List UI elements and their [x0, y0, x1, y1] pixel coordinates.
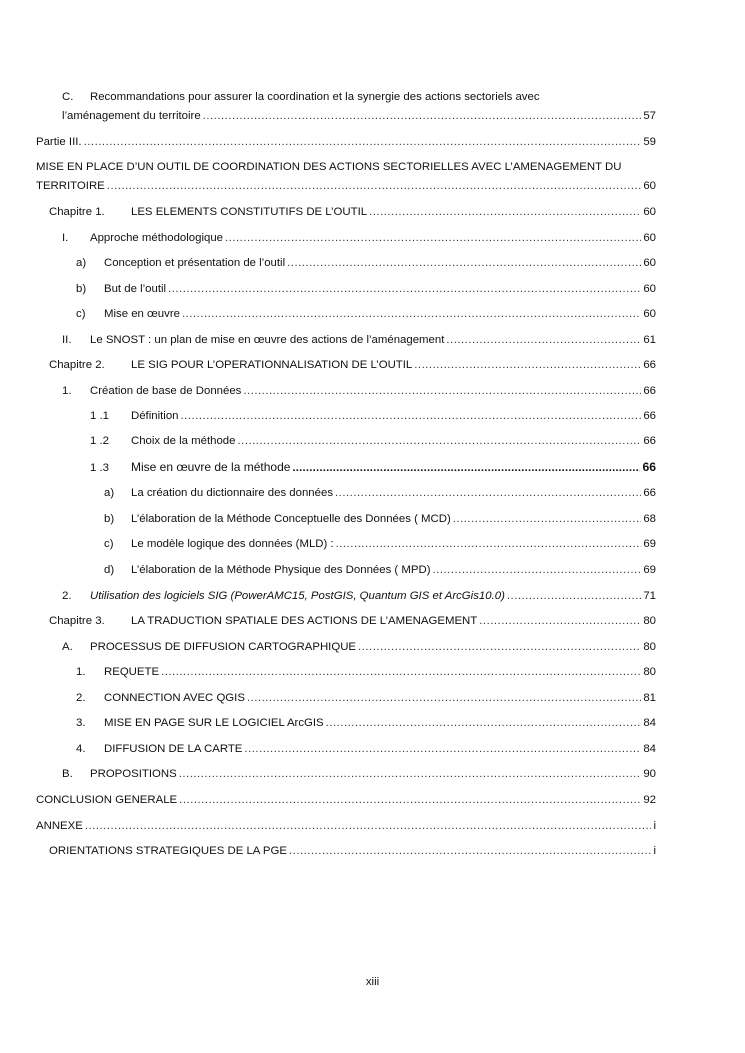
toc-title: l’aménagement du territoire — [62, 110, 201, 122]
toc-title: Mise en œuvre — [104, 308, 180, 320]
toc-entry-mld[interactable] — [104, 536, 656, 552]
toc-page-number: 80 — [643, 615, 656, 627]
toc-entry-approche[interactable] — [62, 230, 656, 246]
dot-leader — [244, 741, 641, 757]
dot-leader — [179, 766, 642, 782]
toc-page-number: 68 — [643, 513, 656, 525]
toc-entry-chapitre-1[interactable] — [49, 204, 656, 220]
toc-page-number: i — [653, 820, 656, 832]
toc-entry-mpd[interactable] — [104, 562, 656, 578]
toc-number: d) — [104, 564, 115, 576]
toc-number: 1. — [62, 385, 72, 397]
toc-title: TERRITOIRE — [36, 180, 105, 192]
toc-number: 1 .1 — [90, 410, 109, 422]
toc-title: Approche méthodologique — [90, 232, 223, 244]
toc-page-number: 66 — [643, 359, 656, 371]
dot-leader — [237, 433, 641, 449]
toc-title: Partie III. — [36, 136, 82, 148]
dot-leader — [479, 613, 641, 629]
toc-page-number: 80 — [643, 641, 656, 653]
toc-number: 2. — [76, 692, 86, 704]
toc-entry-requete[interactable] — [76, 664, 656, 680]
toc-entry-chapitre-2[interactable] — [49, 357, 656, 373]
toc-page-number: 60 — [643, 180, 656, 192]
toc-number: 2. — [62, 590, 72, 602]
toc-number: b) — [104, 513, 115, 525]
dot-leader — [84, 134, 642, 150]
toc-title: DIFFUSION DE LA CARTE — [104, 743, 243, 755]
toc-title: PROCESSUS DE DIFFUSION CARTOGRAPHIQUE — [90, 641, 357, 653]
toc-number: 1. — [76, 666, 86, 678]
toc-page-number: i — [653, 845, 656, 857]
toc-entry-propositions[interactable] — [62, 766, 656, 782]
toc-title: Le modèle logique des données (MLD) : — [131, 538, 334, 550]
toc-title: MISE EN PLACE D’UN OUTIL DE COORDINATION DES ACTIONS SECTORIELLES AVEC L’AMENAGEMENT DU — [36, 161, 622, 173]
toc-title: MISE EN PAGE SUR LE LOGICIEL ArcGIS — [104, 717, 324, 729]
toc-number: Chapitre 2. — [49, 359, 105, 371]
toc-page-number: 71 — [643, 590, 656, 602]
toc-number: A. — [62, 641, 73, 653]
toc-entry-processus[interactable] — [62, 639, 656, 655]
toc-page-number: 60 — [643, 232, 656, 244]
toc-page-number: 60 — [643, 257, 656, 269]
dot-leader — [247, 690, 641, 706]
toc-entry-but[interactable] — [76, 281, 656, 297]
dot-leader — [168, 281, 641, 297]
toc-number: I. — [62, 232, 69, 244]
toc-title: REQUETE — [104, 666, 160, 678]
toc-number: 4. — [76, 743, 86, 755]
dot-leader — [358, 639, 641, 655]
toc-page-number: 69 — [643, 564, 656, 576]
toc-page-number: 57 — [643, 110, 656, 122]
dot-leader — [161, 664, 641, 680]
toc-number: c) — [76, 308, 86, 320]
toc-entry-conclusion[interactable] — [36, 792, 656, 808]
toc-page-number: 61 — [643, 334, 656, 346]
toc-entry-annexe[interactable] — [36, 818, 656, 834]
dot-leader — [287, 255, 641, 271]
toc-page-number: 92 — [643, 794, 656, 806]
toc-page-number: 60 — [643, 283, 656, 295]
toc-title: ORIENTATIONS STRATEGIQUES DE LA PGE — [49, 845, 287, 857]
toc-title: Définition — [131, 410, 179, 422]
toc-page-number: 90 — [643, 768, 656, 780]
toc-entry-mise-en-page[interactable] — [76, 715, 656, 731]
toc-title: Conception et présentation de l’outil — [104, 257, 286, 269]
toc-page-number: 84 — [643, 743, 656, 755]
toc-page-number: 81 — [643, 692, 656, 704]
toc-number: 1 .3 — [90, 462, 109, 474]
dot-leader — [335, 485, 641, 501]
dot-leader — [292, 460, 640, 476]
toc-entry-mise-en-oeuvre-methode[interactable] — [90, 459, 656, 475]
toc-page-number: 84 — [643, 717, 656, 729]
toc-title: But de l’outil — [104, 283, 167, 295]
dot-leader — [369, 204, 641, 220]
toc-title: Le SNOST : un plan de mise en œuvre des actions de l’aménagement — [90, 334, 445, 346]
toc-number: c) — [104, 538, 114, 550]
dot-leader — [203, 108, 642, 124]
dot-leader — [107, 178, 642, 194]
toc-entry-dictionnaire[interactable] — [104, 485, 656, 501]
toc-title: PROPOSITIONS — [90, 768, 177, 780]
toc-entry-recommandations-line2[interactable] — [62, 108, 656, 124]
dot-leader — [336, 536, 642, 552]
dot-leader — [326, 715, 642, 731]
dot-leader — [179, 792, 641, 808]
toc-title: Création de base de Données — [90, 385, 242, 397]
toc-title: Mise en œuvre de la méthode — [131, 460, 291, 474]
toc-entry-creation-base[interactable] — [62, 383, 656, 399]
toc-page-number: 66 — [643, 410, 656, 422]
toc-number: Chapitre 3. — [49, 615, 105, 627]
toc-entry-mise-en-oeuvre[interactable] — [76, 306, 656, 322]
toc-entry-logiciels-sig[interactable] — [62, 588, 656, 604]
dot-leader — [243, 383, 641, 399]
toc-entry-mcd[interactable] — [104, 511, 656, 527]
dot-leader — [507, 588, 641, 604]
toc-title: Recommandations pour assurer la coordination et la synergie des actions sectoriels avec — [90, 91, 540, 103]
toc-number: B. — [62, 768, 73, 780]
toc-page-number: 66 — [643, 385, 656, 397]
toc-entry-choix-methode[interactable] — [90, 433, 656, 449]
toc-title: L’élaboration de la Méthode Physique des Données ( MPD) — [131, 564, 431, 576]
page-number-footer: xiii — [365, 976, 380, 988]
dot-leader — [85, 818, 652, 834]
dot-leader — [433, 562, 642, 578]
toc-entry-definition[interactable] — [90, 408, 656, 424]
toc-entry-diffusion-carte[interactable] — [76, 741, 656, 757]
toc-page-number: 59 — [643, 136, 656, 148]
dot-leader — [414, 357, 641, 373]
toc-entry-snost[interactable] — [62, 332, 656, 348]
toc-entry-mise-en-place-line1 — [36, 159, 621, 175]
toc-title: Utilisation des logiciels SIG (PowerAMC15, PostGIS, Quantum GIS et ArcGis10.0) — [90, 590, 505, 602]
dot-leader — [181, 408, 642, 424]
toc-entry-conception[interactable] — [76, 255, 656, 271]
toc-title: CONCLUSION GENERALE — [36, 794, 178, 806]
toc-number: a) — [104, 487, 115, 499]
toc-page-number: 60 — [643, 206, 656, 218]
toc-title: L’élaboration de la Méthode Conceptuelle des Données ( MCD) — [131, 513, 451, 525]
toc-page-number: 66 — [642, 460, 656, 474]
toc-number: 3. — [76, 717, 86, 729]
toc-title: La création du dictionnaire des données — [131, 487, 334, 499]
dot-leader — [182, 306, 641, 322]
toc-title: LA TRADUCTION SPATIALE DES ACTIONS DE L’AMENAGEMENT — [131, 615, 478, 627]
toc-title: Choix de la méthode — [131, 435, 236, 447]
toc-entry-mise-en-place-line2[interactable] — [36, 178, 656, 194]
toc-number: Chapitre 1. — [49, 206, 105, 218]
toc-title: LES ELEMENTS CONSTITUTIFS DE L’OUTIL — [131, 206, 368, 218]
toc-entry-partie-iii[interactable] — [36, 134, 656, 150]
dot-leader — [446, 332, 641, 348]
toc-page-number: 60 — [643, 308, 656, 320]
toc-page-number: 66 — [643, 487, 656, 499]
toc-entry-chapitre-3[interactable] — [49, 613, 656, 629]
dot-leader — [453, 511, 642, 527]
toc-page-number: 69 — [643, 538, 656, 550]
dot-leader — [225, 230, 641, 246]
toc-entry-recommandations-line1 — [62, 89, 540, 105]
toc-entry-orientations[interactable] — [49, 843, 656, 859]
toc-title: CONNECTION AVEC QGIS — [104, 692, 245, 704]
toc-page-number: 66 — [643, 435, 656, 447]
toc-number: II. — [62, 334, 72, 346]
toc-entry-connection-qgis[interactable] — [76, 690, 656, 706]
toc-title: ANNEXE — [36, 820, 83, 832]
toc-number: 1 .2 — [90, 435, 109, 447]
toc-number: a) — [76, 257, 87, 269]
dot-leader — [289, 843, 651, 859]
toc-title: LE SIG POUR L’OPERATIONNALISATION DE L’OUTIL — [131, 359, 413, 371]
toc-number: b) — [76, 283, 87, 295]
toc-page-number: 80 — [643, 666, 656, 678]
toc-number: C. — [62, 91, 74, 103]
